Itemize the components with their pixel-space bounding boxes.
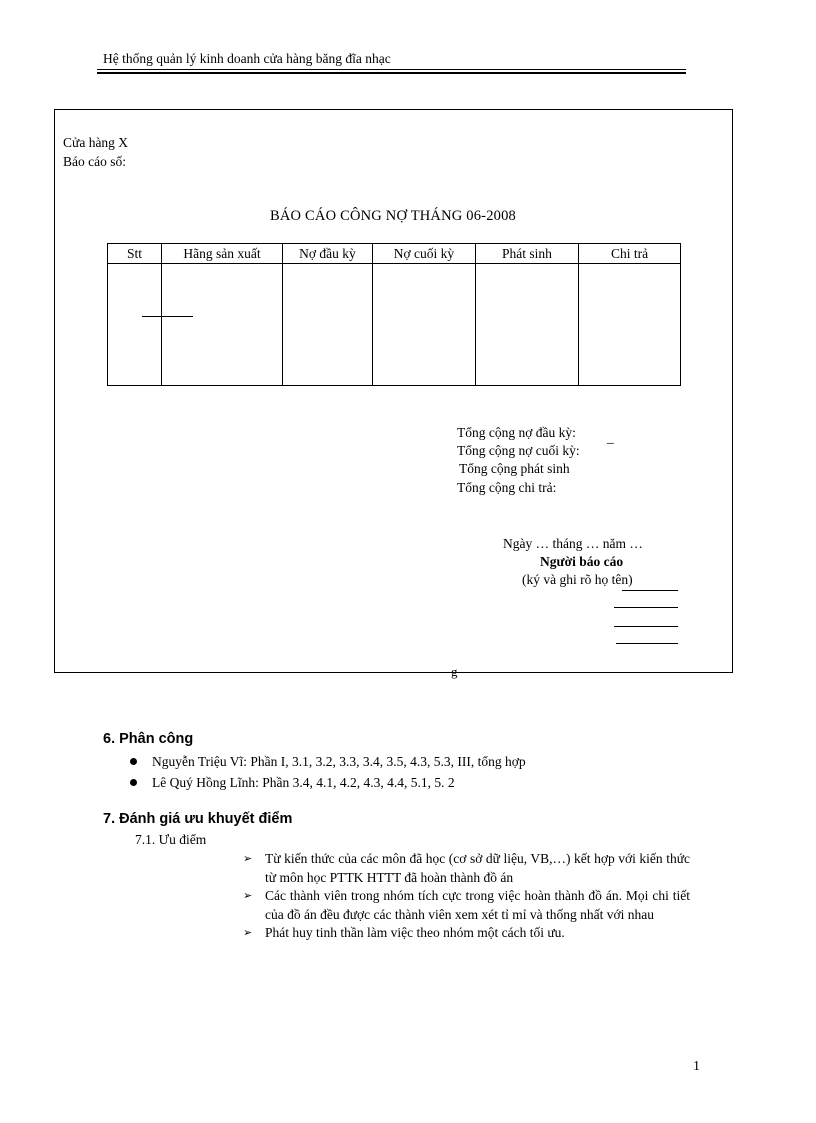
table-cell (476, 264, 579, 386)
running-header: Hệ thống quản lý kinh doanh cửa hàng băng đĩa nhạc (103, 51, 391, 66)
list-item (243, 924, 690, 943)
table-header-row (108, 244, 681, 264)
signature-line (622, 590, 678, 591)
signature-role: Người báo cáo (540, 554, 624, 569)
table-cell (373, 264, 476, 386)
bullet-icon (130, 779, 137, 786)
arrow-bullet-icon: ➢ (243, 927, 253, 939)
debt-report-table (107, 243, 681, 386)
list-item-text: Phát huy tinh thần làm việc theo nhóm một cách tối ưu. (265, 925, 565, 940)
report-form-frame (54, 109, 733, 673)
total-paid: Tổng cộng chi trả: (457, 480, 557, 495)
arrow-bullet-icon: ➢ (243, 853, 253, 865)
arrow-bullet-icon: ➢ (243, 890, 253, 902)
signature-line (616, 643, 678, 644)
report-title: BÁO CÁO CÔNG NỢ THÁNG 06-2008 (270, 208, 516, 224)
total-closing-debt: Tổng cộng nợ cuối kỳ: (457, 443, 580, 458)
page-number: 1 (693, 1059, 700, 1074)
column-header-manufacturer: Hãng sản xuất (162, 244, 283, 264)
subsection-7-1-heading: 7.1. Ưu điểm (135, 832, 207, 847)
underscore-mark: _ (607, 430, 614, 445)
store-name: Cửa hàng X (63, 135, 129, 150)
column-header-opening-debt: Nợ đầu kỳ (283, 244, 373, 264)
header-rule-thick (97, 72, 686, 74)
clipped-text-fragment: g (451, 664, 458, 679)
table-cell (283, 264, 373, 386)
section-6-heading: 6. Phân công (103, 731, 194, 747)
column-header-closing-debt: Nợ cuối kỳ (373, 244, 476, 264)
table-cell (162, 264, 283, 386)
total-opening-debt: Tổng cộng nợ đầu kỳ: (457, 425, 576, 440)
list-item-text: Các thành viên trong nhóm tích cực trong việc hoàn thành đồ án. Mọi chi tiết của đồ án đều được các thành viên xem xét tỉ mỉ và thống nhất với nhau (265, 888, 690, 922)
column-header-stt: Stt (108, 244, 162, 264)
signature-date-line: Ngày … tháng … năm … (503, 536, 643, 551)
table-cell (579, 264, 681, 386)
assignment-list (130, 751, 526, 793)
section-7-heading: 7. Đánh giá ưu khuyết điểm (103, 811, 293, 827)
signature-note: (ký và ghi rõ họ tên) (522, 572, 633, 587)
list-item-text: Từ kiến thức của các môn đã học (cơ sở dữ liệu, VB,…) kết hợp với kiến thức từ môn học PTTK HTTT đã hoàn thành đồ án (265, 851, 690, 885)
signature-line (614, 626, 678, 627)
column-header-paid: Chi trả (579, 244, 681, 264)
total-incurred: Tổng cộng phát sinh (459, 461, 570, 476)
table-cell (108, 264, 162, 386)
column-header-incurred: Phát sinh (476, 244, 579, 264)
list-item (130, 772, 526, 793)
signature-line (614, 607, 678, 608)
bullet-icon (130, 758, 137, 765)
list-item-text: Lê Quý Hồng Lĩnh: Phần 3.4, 4.1, 4.2, 4.3, 4.4, 5.1, 5. 2 (152, 775, 455, 790)
list-item (243, 850, 690, 887)
advantages-list (243, 850, 690, 943)
table-row (108, 264, 681, 386)
stray-line (142, 316, 193, 317)
list-item (243, 887, 690, 924)
list-item (130, 751, 526, 772)
header-rule-thin (97, 69, 686, 70)
report-number-label: Báo cáo số: (63, 154, 126, 169)
list-item-text: Nguyễn Triệu Vĩ: Phần I, 3.1, 3.2, 3.3, 3.4, 3.5, 4.3, 5.3, III, tổng hợp (152, 754, 526, 769)
